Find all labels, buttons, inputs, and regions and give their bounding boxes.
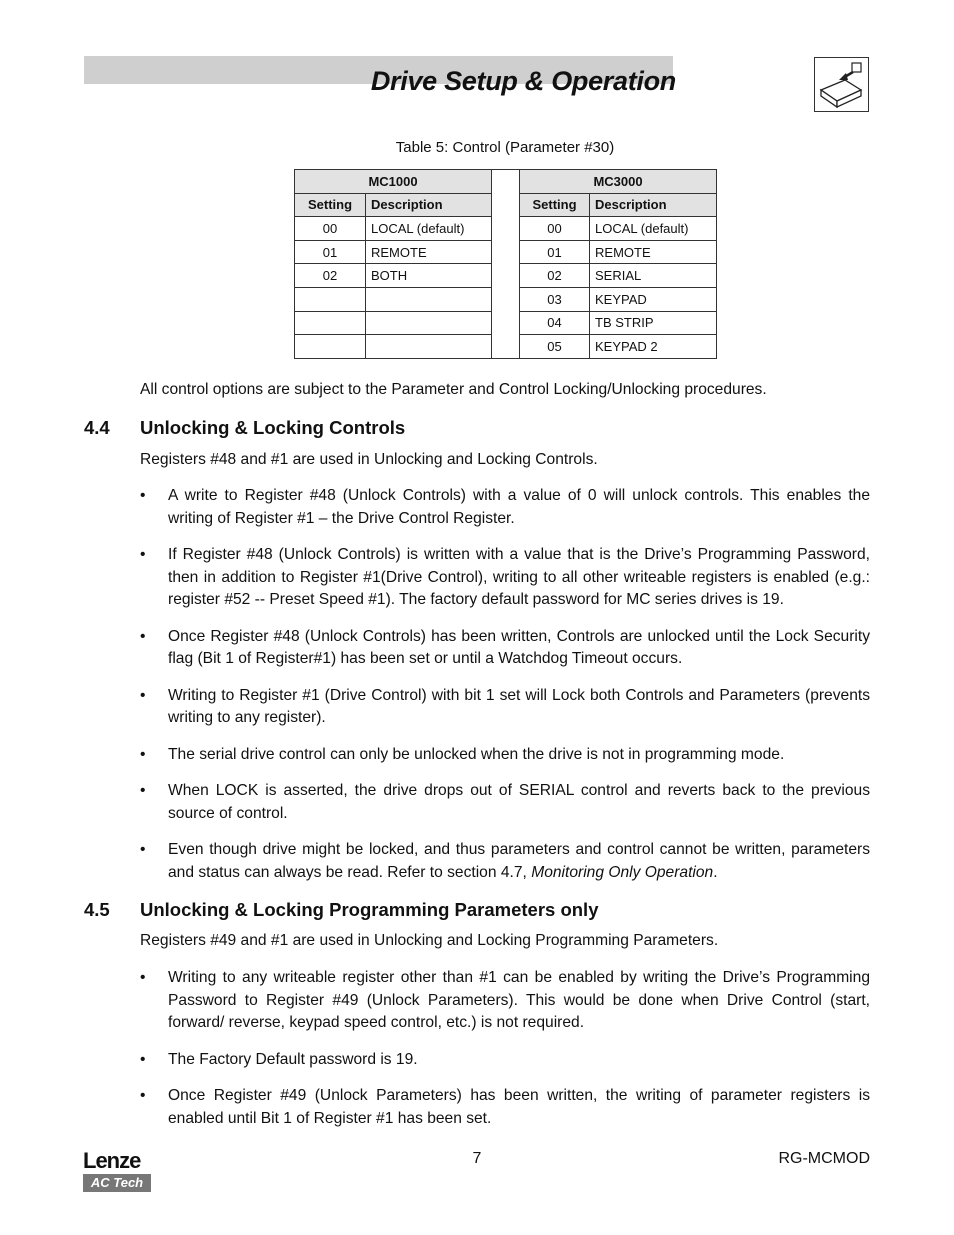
table-spacer	[492, 170, 520, 359]
mc1000-description-cell: LOCAL (default)	[366, 217, 492, 241]
document-id: RG-MCMOD	[778, 1150, 870, 1167]
page-title: Drive Setup & Operation	[370, 66, 676, 96]
mc3000-setting-cell: 00	[520, 217, 590, 241]
mc3000-description-cell: SERIAL	[590, 264, 717, 288]
mc1000-setting-cell: 01	[295, 240, 366, 264]
section-title: Unlocking & Locking Controls	[140, 417, 406, 438]
mc3000-setting-cell: 05	[520, 335, 590, 359]
mc1000-setting-cell: 02	[295, 264, 366, 288]
section-4-4-heading	[84, 417, 405, 439]
mc3000-header: MC3000	[520, 170, 717, 194]
mc1000-description-cell: REMOTE	[366, 240, 492, 264]
section-4-5-bullet-list	[140, 967, 870, 1144]
mc1000-setting-cell	[295, 311, 366, 335]
mc3000-description-cell: TB STRIP	[590, 311, 717, 335]
mc3000-description-cell: LOCAL (default)	[590, 217, 717, 241]
mc3000-description-header: Description	[590, 193, 717, 217]
list-item: • Even though drive might be locked, and thus parameters and control cannot be written, parameters and status can always be read. Refer to section 4.7, Monitoring Only Operation.	[140, 841, 870, 881]
section-reference-link: Monitoring Only Operation	[531, 863, 714, 881]
control-parameter-table	[294, 169, 717, 359]
list-item: • The serial drive control can only be unlocked when the drive is not in programming mode.	[140, 745, 785, 763]
list-item: • A write to Register #48 (Unlock Controls) with a value of 0 will unlock controls. This enables the writing of Register #1 – the Drive Control Register.	[140, 487, 870, 527]
mc1000-description-cell	[366, 287, 492, 311]
mc1000-setting-cell: 00	[295, 217, 366, 241]
mc1000-description-cell	[366, 335, 492, 359]
list-item: • Once Register #48 (Unlock Controls) has been written, Controls are unlocked until the Lock Security flag (Bit 1 of Register#1) has been set or until a Watchdog Timeout occurs.	[140, 627, 870, 667]
mc3000-setting-cell: 04	[520, 311, 590, 335]
list-item: • Writing to any writeable register other than #1 can be enabled by writing the Drive’s Programming Password to Register #49 (Unlock Parameters). This would be done when Drive Control (start, forward/ reverse, keypad speed control, etc.) is not required.	[140, 969, 870, 1031]
mc1000-setting-cell	[295, 335, 366, 359]
section-4-4-bullet-list	[140, 485, 870, 898]
mc3000-setting-cell: 03	[520, 287, 590, 311]
section-4-4-intro: Registers #48 and #1 are used in Unlocking and Locking Controls.	[140, 451, 598, 468]
section-4-5-intro: Registers #49 and #1 are used in Unlocking and Locking Programming Parameters.	[140, 932, 719, 949]
mc3000-setting-cell: 02	[520, 264, 590, 288]
mc1000-setting-cell	[295, 287, 366, 311]
mc1000-header: MC1000	[295, 170, 492, 194]
mc3000-setting-header: Setting	[520, 193, 590, 217]
table-caption: Table 5: Control (Parameter #30)	[395, 139, 615, 156]
page-number: 7	[472, 1150, 482, 1167]
list-item: • The Factory Default password is 19.	[140, 1050, 418, 1068]
list-item: • If Register #48 (Unlock Controls) is written with a value that is the Drive’s Programming Password, then in addition to Register #1(Drive Control), writing to all other writeable registers is enabled (e.g.: register #52 -- Preset Speed #1). The factory default password for MC series drives is 19.	[140, 546, 870, 608]
mc1000-description-cell	[366, 311, 492, 335]
lenze-ac-tech-logo: Lenze AC Tech	[83, 1150, 151, 1192]
list-item: • When LOCK is asserted, the drive drops out of SERIAL control and reverts back to the previous source of control.	[140, 782, 870, 822]
mc3000-description-cell: KEYPAD 2	[590, 335, 717, 359]
mc3000-description-cell: KEYPAD	[590, 287, 717, 311]
list-item: • Once Register #49 (Unlock Parameters) has been written, the writing of parameter registers is enabled until Bit 1 of Register #1 has been set.	[140, 1087, 870, 1127]
section-title: Unlocking & Locking Programming Parameters only	[140, 899, 599, 920]
control-note: All control options are subject to the Parameter and Control Locking/Unlocking procedures.	[140, 381, 767, 398]
section-number: 4.5	[84, 899, 110, 920]
mc1000-description-cell: BOTH	[366, 264, 492, 288]
list-item: • Writing to Register #1 (Drive Control) with bit 1 set will Lock both Controls and Parameters (prevents writing to any register).	[140, 686, 870, 726]
mc1000-description-header: Description	[366, 193, 492, 217]
mc1000-setting-header: Setting	[295, 193, 366, 217]
section-number: 4.4	[84, 417, 110, 438]
mc3000-description-cell: REMOTE	[590, 240, 717, 264]
section-4-5-heading	[84, 899, 599, 921]
table-group-header-row	[295, 170, 717, 194]
keypad-hand-icon	[814, 57, 869, 112]
mc3000-setting-cell: 01	[520, 240, 590, 264]
